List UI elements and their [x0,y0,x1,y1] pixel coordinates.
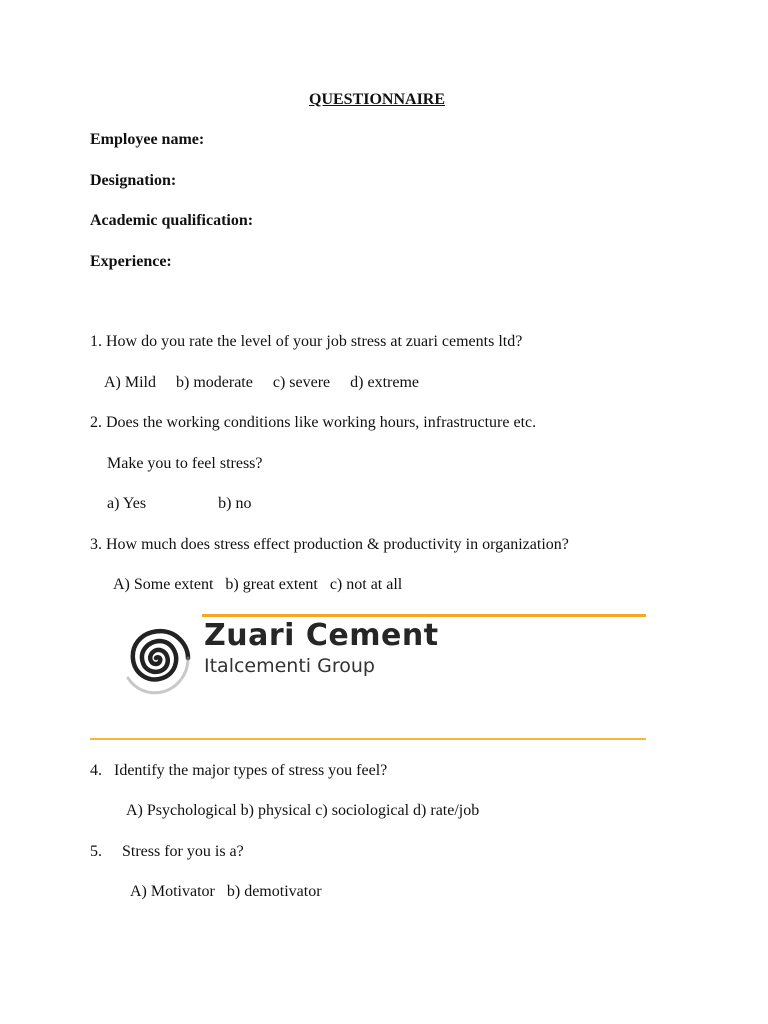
logo-brand-name: Zuari Cement [204,618,439,653]
experience-label: Experience: [90,253,172,270]
question-4-text: 4. Identify the major types of stress you feel? [90,762,388,779]
spiral-icon [118,612,194,702]
question-5-text: 5. Stress for you is a? [90,843,244,860]
designation-label: Designation: [90,172,177,189]
logo-bottom-rule [90,738,646,740]
question-1-text: 1. How do you rate the level of your job stress at zuari cements ltd? [90,333,523,350]
question-3-options: A) Some extent b) great extent c) not at all [113,576,403,593]
questionnaire-title: QUESTIONNAIRE [309,91,446,108]
question-4-options: A) Psychological b) physical c) sociological d) rate/job [126,802,480,819]
question-2-text-continued: Make you to feel stress? [107,455,263,472]
question-5-options: A) Motivator b) demotivator [130,883,322,900]
company-logo [90,612,648,742]
employee-name-label: Employee name: [90,131,205,148]
question-3-text: 3. How much does stress effect production & productivity in organization? [90,536,569,553]
logo-group-name: Italcementi Group [204,655,375,677]
question-1-options: A) Mild b) moderate c) severe d) extreme [104,374,419,391]
academic-qualification-label: Academic qualification: [90,212,254,229]
question-2-options: a) Yes b) no [107,495,252,512]
logo-top-rule [202,614,646,617]
question-2-text: 2. Does the working conditions like working hours, infrastructure etc. [90,414,537,431]
